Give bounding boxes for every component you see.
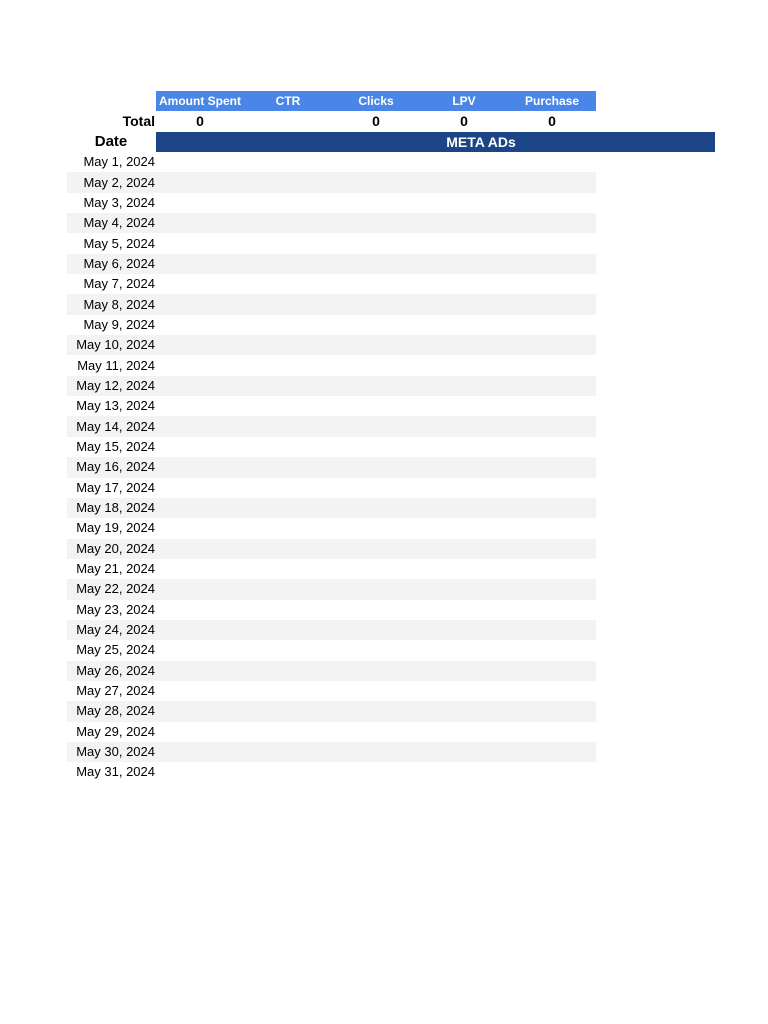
date-cell[interactable]: May 13, 2024 — [76, 398, 155, 414]
total-ctr[interactable] — [244, 111, 332, 131]
date-cell[interactable]: May 19, 2024 — [76, 520, 155, 536]
date-cell[interactable]: May 7, 2024 — [83, 276, 155, 292]
total-amount-spent[interactable]: 0 — [196, 113, 204, 129]
date-cell[interactable]: May 5, 2024 — [83, 235, 155, 251]
date-cell[interactable]: May 21, 2024 — [76, 561, 155, 577]
table-row[interactable] — [67, 539, 596, 559]
date-cell[interactable]: May 2, 2024 — [83, 174, 155, 190]
table-row[interactable] — [67, 579, 596, 599]
table-row[interactable] — [67, 193, 596, 213]
date-cell[interactable]: May 16, 2024 — [76, 459, 155, 475]
date-cell[interactable]: May 11, 2024 — [77, 357, 155, 373]
date-cell[interactable]: May 14, 2024 — [76, 418, 155, 434]
date-cell[interactable]: May 3, 2024 — [83, 194, 155, 210]
date-cell[interactable]: May 28, 2024 — [76, 703, 155, 719]
table-row[interactable] — [67, 294, 596, 314]
date-cell[interactable]: May 8, 2024 — [83, 296, 155, 312]
date-cell[interactable]: May 18, 2024 — [76, 500, 155, 516]
table-row[interactable] — [67, 722, 596, 742]
table-row[interactable] — [67, 233, 596, 253]
table-row[interactable] — [67, 661, 596, 681]
total-purchase[interactable]: 0 — [548, 113, 556, 129]
date-rows — [67, 152, 596, 783]
date-cell[interactable]: May 25, 2024 — [76, 642, 155, 658]
table-row[interactable] — [67, 396, 596, 416]
date-cell[interactable]: May 4, 2024 — [83, 215, 155, 231]
table-row[interactable] — [67, 498, 596, 518]
date-cell[interactable]: May 1, 2024 — [83, 154, 155, 170]
meta-ads-band — [156, 132, 715, 152]
table-row[interactable] — [67, 376, 596, 396]
table-row[interactable] — [67, 437, 596, 457]
table-row[interactable] — [67, 478, 596, 498]
table-row[interactable] — [67, 335, 596, 355]
table-row[interactable] — [67, 152, 596, 172]
table-row[interactable] — [67, 274, 596, 294]
column-header-row — [156, 91, 596, 111]
header-amount-spent[interactable]: Amount Spent — [159, 94, 241, 108]
table-row[interactable] — [67, 701, 596, 721]
date-cell[interactable]: May 23, 2024 — [76, 601, 155, 617]
date-cell[interactable]: May 31, 2024 — [76, 764, 155, 780]
total-clicks[interactable]: 0 — [372, 113, 380, 129]
meta-ads-title: META ADs — [446, 134, 516, 150]
table-row[interactable] — [67, 681, 596, 701]
date-cell[interactable]: May 15, 2024 — [76, 438, 155, 454]
table-row[interactable] — [67, 457, 596, 477]
date-cell[interactable]: May 6, 2024 — [83, 255, 155, 271]
table-row[interactable] — [67, 620, 596, 640]
header-lpv[interactable]: LPV — [452, 94, 476, 108]
table-row[interactable] — [67, 315, 596, 335]
table-row[interactable] — [67, 172, 596, 192]
table-row[interactable] — [67, 254, 596, 274]
header-purchase[interactable]: Purchase — [524, 94, 580, 108]
date-cell[interactable]: May 24, 2024 — [76, 622, 155, 638]
table-row[interactable] — [67, 742, 596, 762]
table-row[interactable] — [67, 518, 596, 538]
date-cell[interactable]: May 26, 2024 — [76, 662, 155, 678]
date-cell[interactable]: May 27, 2024 — [76, 683, 155, 699]
table-row[interactable] — [67, 640, 596, 660]
table-row[interactable] — [67, 762, 596, 782]
table-row[interactable] — [67, 600, 596, 620]
total-row — [156, 111, 596, 131]
date-cell[interactable]: May 29, 2024 — [76, 723, 155, 739]
header-ctr[interactable]: CTR — [275, 94, 301, 108]
table-row[interactable] — [67, 559, 596, 579]
total-lpv[interactable]: 0 — [460, 113, 468, 129]
date-cell[interactable]: May 30, 2024 — [76, 744, 155, 760]
total-label: Total — [122, 113, 155, 129]
date-cell[interactable]: May 12, 2024 — [76, 377, 155, 393]
header-clicks[interactable]: Clicks — [358, 94, 394, 108]
date-column-label: Date — [94, 133, 128, 150]
table-row[interactable] — [67, 213, 596, 233]
date-cell[interactable]: May 20, 2024 — [76, 540, 155, 556]
table-row[interactable] — [67, 416, 596, 436]
date-cell[interactable]: May 22, 2024 — [76, 581, 155, 597]
table-row[interactable] — [67, 355, 596, 375]
date-cell[interactable]: May 10, 2024 — [76, 337, 155, 353]
date-cell[interactable]: May 17, 2024 — [76, 479, 155, 495]
date-cell[interactable]: May 9, 2024 — [83, 316, 155, 332]
